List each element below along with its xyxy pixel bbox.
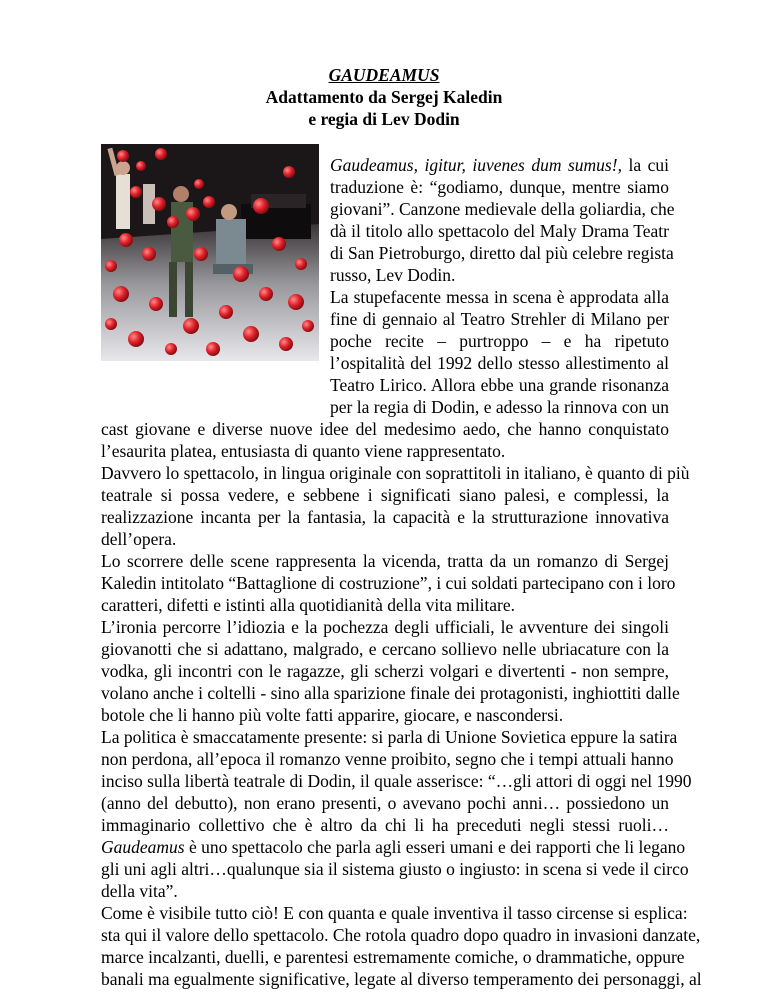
body-line: dell’opera. — [101, 529, 177, 549]
body-line: gli uni agli altri…qualunque sia il sistema giusto o ingiusto: in scena si vede il circo — [101, 859, 689, 879]
body-line: dà il titolo allo spettacolo del Maly Drama Teatr — [330, 221, 669, 241]
page-title: GAUDEAMUS — [328, 65, 440, 85]
body-line: di San Pietroburgo, diretto dal più celebre regista — [330, 243, 674, 263]
latin-motto: Gaudeamus, igitur, iuvenes dum sumus!, — [330, 155, 622, 175]
body-line: Gaudeamus è uno spettacolo che parla agli esseri umani e dei rapporti che li legano — [101, 837, 686, 857]
body-line: L’ironia percorre l’idiozia e la pochezza degli ufficiali, le avventure dei singoli — [101, 617, 669, 637]
body-line: fine di gennaio al Teatro Strehler di Milano per — [330, 309, 669, 329]
body-line: Gaudeamus, igitur, iuvenes dum sumus!, la cui — [330, 155, 669, 175]
body-line: Teatro Lirico. Allora ebbe una grande risonanza — [330, 375, 669, 395]
body-line: Lo scorrere delle scene rappresenta la vicenda, tratta da un romanzo di Sergej — [101, 551, 669, 571]
body-line: giovanotti che si adattano, malgrado, e cercano sollievo nelle ubriacature con la — [101, 639, 669, 659]
body-line: volano anche i coltelli - sino alla sparizione finale dei protagonisti, inghiottiti dalle — [101, 683, 680, 703]
stage-photo — [101, 144, 319, 361]
body-line: non perdona, all’epoca il romanzo venne proibito, segno che i tempi attuali hanno — [101, 749, 674, 769]
body-line: Kaledin intitolato “Battaglione di costruzione”, i cui soldati partecipano con i loro — [101, 573, 676, 593]
body-line: giovani”. Canzone medievale della goliardia, che — [330, 199, 675, 219]
body-line: botole che li hanno più volte fatti apparire, giocare, e nascondersi. — [101, 705, 564, 725]
title-mention: Gaudeamus — [101, 837, 185, 857]
body-line: traduzione è: “godiamo, dunque, mentre siamo — [330, 177, 669, 197]
body-line: teatrale si possa vedere, e sebbene i significati siano palesi, e complessi, la — [101, 485, 669, 505]
body-line: marce incalzanti, duelli, e parentesi estremamente comiche, o drammatiche, oppure — [101, 947, 685, 967]
body-line: vodka, gli incontri con le ragazze, gli scherzi volgari e divertenti - non sempre, — [101, 661, 669, 681]
body-line: immaginario collettivo che è altro da chi li ha preceduti negli stessi ruoli… — [101, 815, 669, 835]
body-line: Come è visibile tutto ciò! E con quanta e quale inventiva il tasso circense si esplica: — [101, 903, 688, 923]
body-line: inciso sulla libertà teatrale di Dodin, il quale asserisce: “…gli attori di oggi nel 1990 — [101, 771, 692, 791]
body-line: banali ma egualmente significative, legate al diverso temperamento dei personaggi, al — [101, 969, 702, 989]
body-line: realizzazione incanta per la fantasia, la capacità e la strutturazione innovativa — [101, 507, 669, 527]
body-line: sta qui il valore dello spettacolo. Che rotola quadro dopo quadro in invasioni danzate, — [101, 925, 701, 945]
body-line: russo, Lev Dodin. — [330, 265, 456, 285]
body-line: poche recite – purtroppo – e ha ripetuto — [330, 331, 669, 351]
body-line: per la regia di Dodin, e adesso la rinnova con un — [330, 397, 669, 417]
body-line: La politica è smaccatamente presente: si parla di Unione Sovietica eppure la satira — [101, 727, 678, 747]
body-line: La stupefacente messa in scena è approdata alla — [330, 287, 669, 307]
subtitle-adaptation: Adattamento da Sergej Kaledin — [265, 87, 503, 107]
title-block — [0, 64, 768, 130]
body-line: l’esaurita platea, entusiasta di quanto viene rappresentato. — [101, 441, 506, 461]
body-line: Davvero lo spettacolo, in lingua originale con soprattitoli in italiano, è quanto di più — [101, 463, 690, 483]
body-line: caratteri, difetti e istinti alla quotidianità della vita militare. — [101, 595, 516, 615]
subtitle-direction: e regia di Lev Dodin — [308, 109, 460, 129]
body-line: della vita”. — [101, 881, 178, 901]
body-line: l’ospitalità del 1992 dello stesso allestimento al — [330, 353, 669, 373]
body-line: (anno del debutto), non erano presenti, o avevano pochi anni… possiedono un — [101, 793, 669, 813]
body-line: cast giovane e diverse nuove idee del medesimo aedo, che hanno conquistato — [101, 419, 669, 439]
